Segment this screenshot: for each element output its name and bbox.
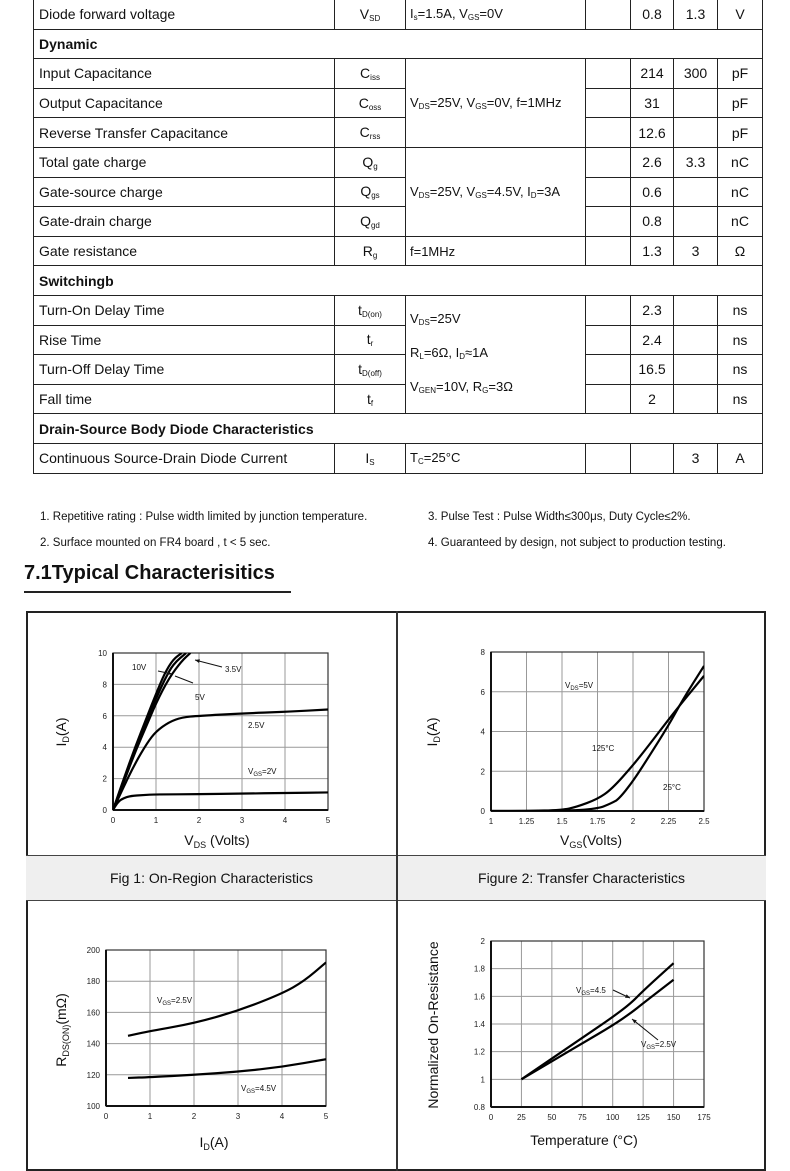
unit-cell: V — [718, 0, 763, 29]
y-axis-label: $I_D(A)$ — [424, 717, 442, 747]
x-tick-label: 3 — [239, 816, 245, 825]
spec-table — [33, 0, 763, 474]
symbol-cell: $C_{rss}$ — [335, 118, 406, 148]
max-cell — [674, 325, 718, 355]
fig1-caption: Fig 1: On-Region Characteristics — [109, 870, 314, 886]
min-cell — [586, 325, 631, 355]
annotation: 10V — [132, 663, 147, 672]
min-cell — [586, 207, 631, 237]
y-axis-label: $R_{DS(ON)}(m\Omega)$ — [53, 993, 71, 1067]
x-tick-label: 3 — [235, 1112, 241, 1121]
y-tick-label: 160 — [86, 1008, 100, 1018]
max-cell — [674, 177, 718, 207]
condition-cell: f=1MHz — [406, 236, 586, 266]
table-row — [34, 0, 763, 29]
note-4: 4. Guaranteed by design, not subject to production testing. — [428, 537, 726, 549]
symbol-cell: $t_r$ — [335, 325, 406, 355]
param-cell: Input Capacitance — [34, 59, 335, 89]
x-tick-label: 1.5 — [556, 817, 568, 826]
y-tick-label: 4 — [102, 743, 107, 753]
annotation: 125°C — [592, 744, 615, 753]
param-cell: Continuous Source-Drain Diode Current — [34, 443, 335, 473]
symbol-cell: $I_S$ — [335, 443, 406, 473]
condition-cell: $V_{DS}=25V$, $V_{GS}=4.5V$, $I_D=3A$ — [406, 147, 586, 236]
unit-cell: ns — [718, 384, 763, 414]
section-title: 7.1Typical Characterisitics — [24, 562, 275, 584]
unit-cell: nC — [718, 207, 763, 237]
min-cell — [586, 118, 631, 148]
annotation: $V_{GS}=2V$ — [248, 767, 277, 778]
x-tick-label: 75 — [577, 1113, 587, 1122]
annotation: 25°C — [663, 783, 681, 792]
typ-cell: 0.8 — [631, 207, 674, 237]
annotation: $V_{GS}=4.5$ — [576, 986, 606, 997]
min-cell — [586, 236, 631, 266]
annotation: 2.5V — [248, 721, 265, 730]
table-row — [34, 355, 763, 385]
y-tick-label: 4 — [480, 727, 485, 737]
param-cell: Gate resistance — [34, 236, 335, 266]
typ-cell: 31 — [631, 88, 674, 118]
x-tick-label: 50 — [547, 1113, 557, 1122]
table-row — [34, 88, 763, 118]
symbol-cell: $t_{D(off)}$ — [335, 355, 406, 385]
note-1: 1. Repetitive rating : Pulse width limited by junction temperature. — [40, 511, 368, 523]
x-tick-label: 2.5 — [698, 817, 710, 826]
y-tick-label: 0 — [102, 806, 107, 815]
y-tick-label: 2 — [480, 937, 485, 946]
symbol-cell: $V_{SD}$ — [335, 0, 406, 29]
x-tick-label: 2 — [196, 816, 202, 825]
symbol-cell: $C_{iss}$ — [335, 59, 406, 89]
y-tick-label: 1.2 — [473, 1047, 485, 1057]
condition-cell: $T_C=25^\circ C$ — [406, 443, 586, 473]
spec-table-body — [34, 0, 763, 473]
min-cell — [586, 59, 631, 89]
x-tick-label: 1 — [488, 817, 494, 826]
x-tick-label: 125 — [636, 1113, 650, 1122]
unit-cell: ns — [718, 355, 763, 385]
x-tick-label: 150 — [666, 1113, 681, 1122]
symbol-cell: $t_{D(on)}$ — [335, 295, 406, 325]
x-tick-label: 1 — [147, 1112, 153, 1121]
param-cell: Gate-source charge — [34, 177, 335, 207]
x-axis-label: Temperature (°C) — [530, 1132, 638, 1148]
x-tick-label: 0 — [103, 1112, 109, 1121]
section-label: Switchingb — [34, 266, 763, 296]
typ-cell: 0.8 — [631, 0, 674, 29]
param-cell: Gate-drain charge — [34, 207, 335, 237]
table-row — [34, 118, 763, 148]
min-cell — [586, 0, 631, 29]
note-3: 3. Pulse Test : Pulse Width≤300μs, Duty Cycle≤2%. — [428, 511, 691, 523]
param-cell: Rise Time — [34, 325, 335, 355]
symbol-cell: $t_f$ — [335, 384, 406, 414]
y-tick-label: 6 — [102, 711, 107, 721]
annotation: $V_{GS}=2.5V$ — [641, 1040, 677, 1051]
section-row — [34, 414, 763, 444]
symbol-cell: $Q_g$ — [335, 147, 406, 177]
y-axis-label: Normalized On-Resistance — [425, 941, 441, 1109]
typ-cell: 214 — [631, 59, 674, 89]
y-tick-label: 120 — [86, 1070, 100, 1080]
param-cell: Output Capacitance — [34, 88, 335, 118]
typ-cell: 1.3 — [631, 236, 674, 266]
annotation: $V_{GS}=4.5V$ — [241, 1084, 277, 1095]
x-tick-label: 4 — [279, 1112, 285, 1121]
condition-cell: $I_s=1.5A$, $V_{GS}=0V$ — [406, 0, 586, 29]
max-cell — [674, 118, 718, 148]
section-underline — [24, 591, 291, 593]
min-cell — [586, 384, 631, 414]
condition-cell: $V_{DS}=25V$, $V_{GS}=0V$, f=1MHz — [406, 59, 586, 148]
param-cell: Turn-Off Delay Time — [34, 355, 335, 385]
y-tick-label: 8 — [480, 648, 485, 657]
annotation: 5V — [195, 693, 205, 702]
typ-cell: 2 — [631, 384, 674, 414]
table-row — [34, 295, 763, 325]
y-tick-label: 1.6 — [473, 992, 485, 1002]
max-cell — [674, 88, 718, 118]
unit-cell: nC — [718, 177, 763, 207]
x-tick-label: 0 — [488, 1113, 494, 1122]
x-tick-label: 25 — [516, 1113, 526, 1122]
y-tick-label: 8 — [102, 680, 107, 690]
x-tick-label: 1.75 — [589, 817, 606, 826]
x-axis-label: $I_D(A)$ — [199, 1134, 229, 1152]
y-axis-label: $I_D(A)$ — [53, 717, 71, 747]
param-cell: Fall time — [34, 384, 335, 414]
typ-cell: 2.6 — [631, 147, 674, 177]
symbol-cell: $R_g$ — [335, 236, 406, 266]
y-tick-label: 2 — [480, 767, 485, 777]
y-tick-label: 1 — [480, 1075, 485, 1085]
annotation: $V_{GS}=2.5V$ — [157, 996, 193, 1007]
min-cell — [586, 355, 631, 385]
y-tick-label: 6 — [480, 687, 485, 697]
y-tick-label: 10 — [98, 649, 107, 658]
max-cell — [674, 295, 718, 325]
max-cell — [674, 355, 718, 385]
table-row — [34, 325, 763, 355]
x-tick-label: 1 — [153, 816, 159, 825]
x-axis-label: $V_{GS}(Volts)$ — [559, 832, 623, 850]
min-cell — [586, 147, 631, 177]
unit-cell: ns — [718, 325, 763, 355]
param-cell: Diode forward voltage — [34, 0, 335, 29]
table-row — [34, 384, 763, 414]
y-tick-label: 1.4 — [473, 1020, 485, 1029]
typ-cell: 12.6 — [631, 118, 674, 148]
x-tick-label: 5 — [323, 1112, 329, 1121]
x-tick-label: 1.25 — [518, 817, 535, 826]
y-tick-label: 140 — [86, 1039, 100, 1049]
y-tick-label: 200 — [86, 946, 100, 955]
typ-cell: 0.6 — [631, 177, 674, 207]
note-2: 2. Surface mounted on FR4 board , t < 5 sec. — [40, 537, 271, 549]
table-row — [34, 443, 763, 473]
max-cell: 300 — [674, 59, 718, 89]
unit-cell: pF — [718, 88, 763, 118]
unit-cell: ns — [718, 295, 763, 325]
table-row — [34, 207, 763, 237]
y-tick-label: 180 — [86, 977, 100, 987]
condition-cell: $V_{DS}=25V$ $R_L=6\Omega$, $I_D\approx 1A$ $V_{GEN}=10V$, $R_G=3\Omega$ — [406, 295, 586, 413]
annotation: $V_{DS}=5V$ — [565, 681, 594, 692]
typ-cell: 2.4 — [631, 325, 674, 355]
typ-cell: 16.5 — [631, 355, 674, 385]
max-cell: 1.3 — [674, 0, 718, 29]
section-row — [34, 29, 763, 59]
y-tick-label: 1.8 — [473, 964, 485, 974]
symbol-cell: $C_{oss}$ — [335, 88, 406, 118]
unit-cell: Ω — [718, 236, 763, 266]
y-tick-label: 2 — [102, 774, 107, 784]
unit-cell: pF — [718, 59, 763, 89]
table-row — [34, 177, 763, 207]
unit-cell: pF — [718, 118, 763, 148]
x-tick-label: 100 — [606, 1113, 620, 1122]
param-cell: Reverse Transfer Capacitance — [34, 118, 335, 148]
param-cell: Turn-On Delay Time — [34, 295, 335, 325]
min-cell — [586, 295, 631, 325]
section-label: Dynamic — [34, 29, 763, 59]
max-cell: 3 — [674, 236, 718, 266]
x-tick-label: 5 — [325, 816, 331, 825]
max-cell — [674, 207, 718, 237]
min-cell — [586, 177, 631, 207]
table-row — [34, 236, 763, 266]
table-row — [34, 147, 763, 177]
x-tick-label: 2 — [630, 817, 636, 826]
section-label: Drain-Source Body Diode Characteristics — [34, 414, 763, 444]
x-tick-label: 2 — [191, 1112, 197, 1121]
fig2-caption: Figure 2: Transfer Characteristics — [478, 870, 685, 886]
annotation: 3.5V — [225, 665, 242, 674]
max-cell: 3.3 — [674, 147, 718, 177]
x-axis-label: $V_{DS}$ (Volts) — [184, 832, 250, 850]
typ-cell — [631, 443, 674, 473]
unit-cell: nC — [718, 147, 763, 177]
section-row — [34, 266, 763, 296]
symbol-cell: $Q_{gs}$ — [335, 177, 406, 207]
x-tick-label: 175 — [697, 1113, 711, 1122]
x-tick-label: 4 — [282, 816, 288, 825]
x-tick-label: 0 — [110, 816, 116, 825]
max-cell — [674, 384, 718, 414]
y-tick-label: 100 — [86, 1102, 100, 1111]
x-tick-label: 2.25 — [660, 817, 677, 826]
symbol-cell: $Q_{gd}$ — [335, 207, 406, 237]
min-cell — [586, 88, 631, 118]
unit-cell: A — [718, 443, 763, 473]
y-tick-label: 0 — [480, 807, 485, 816]
typ-cell: 2.3 — [631, 295, 674, 325]
table-row — [34, 59, 763, 89]
param-cell: Total gate charge — [34, 147, 335, 177]
y-tick-label: 0.8 — [473, 1103, 485, 1112]
min-cell — [586, 443, 631, 473]
max-cell: 3 — [674, 443, 718, 473]
